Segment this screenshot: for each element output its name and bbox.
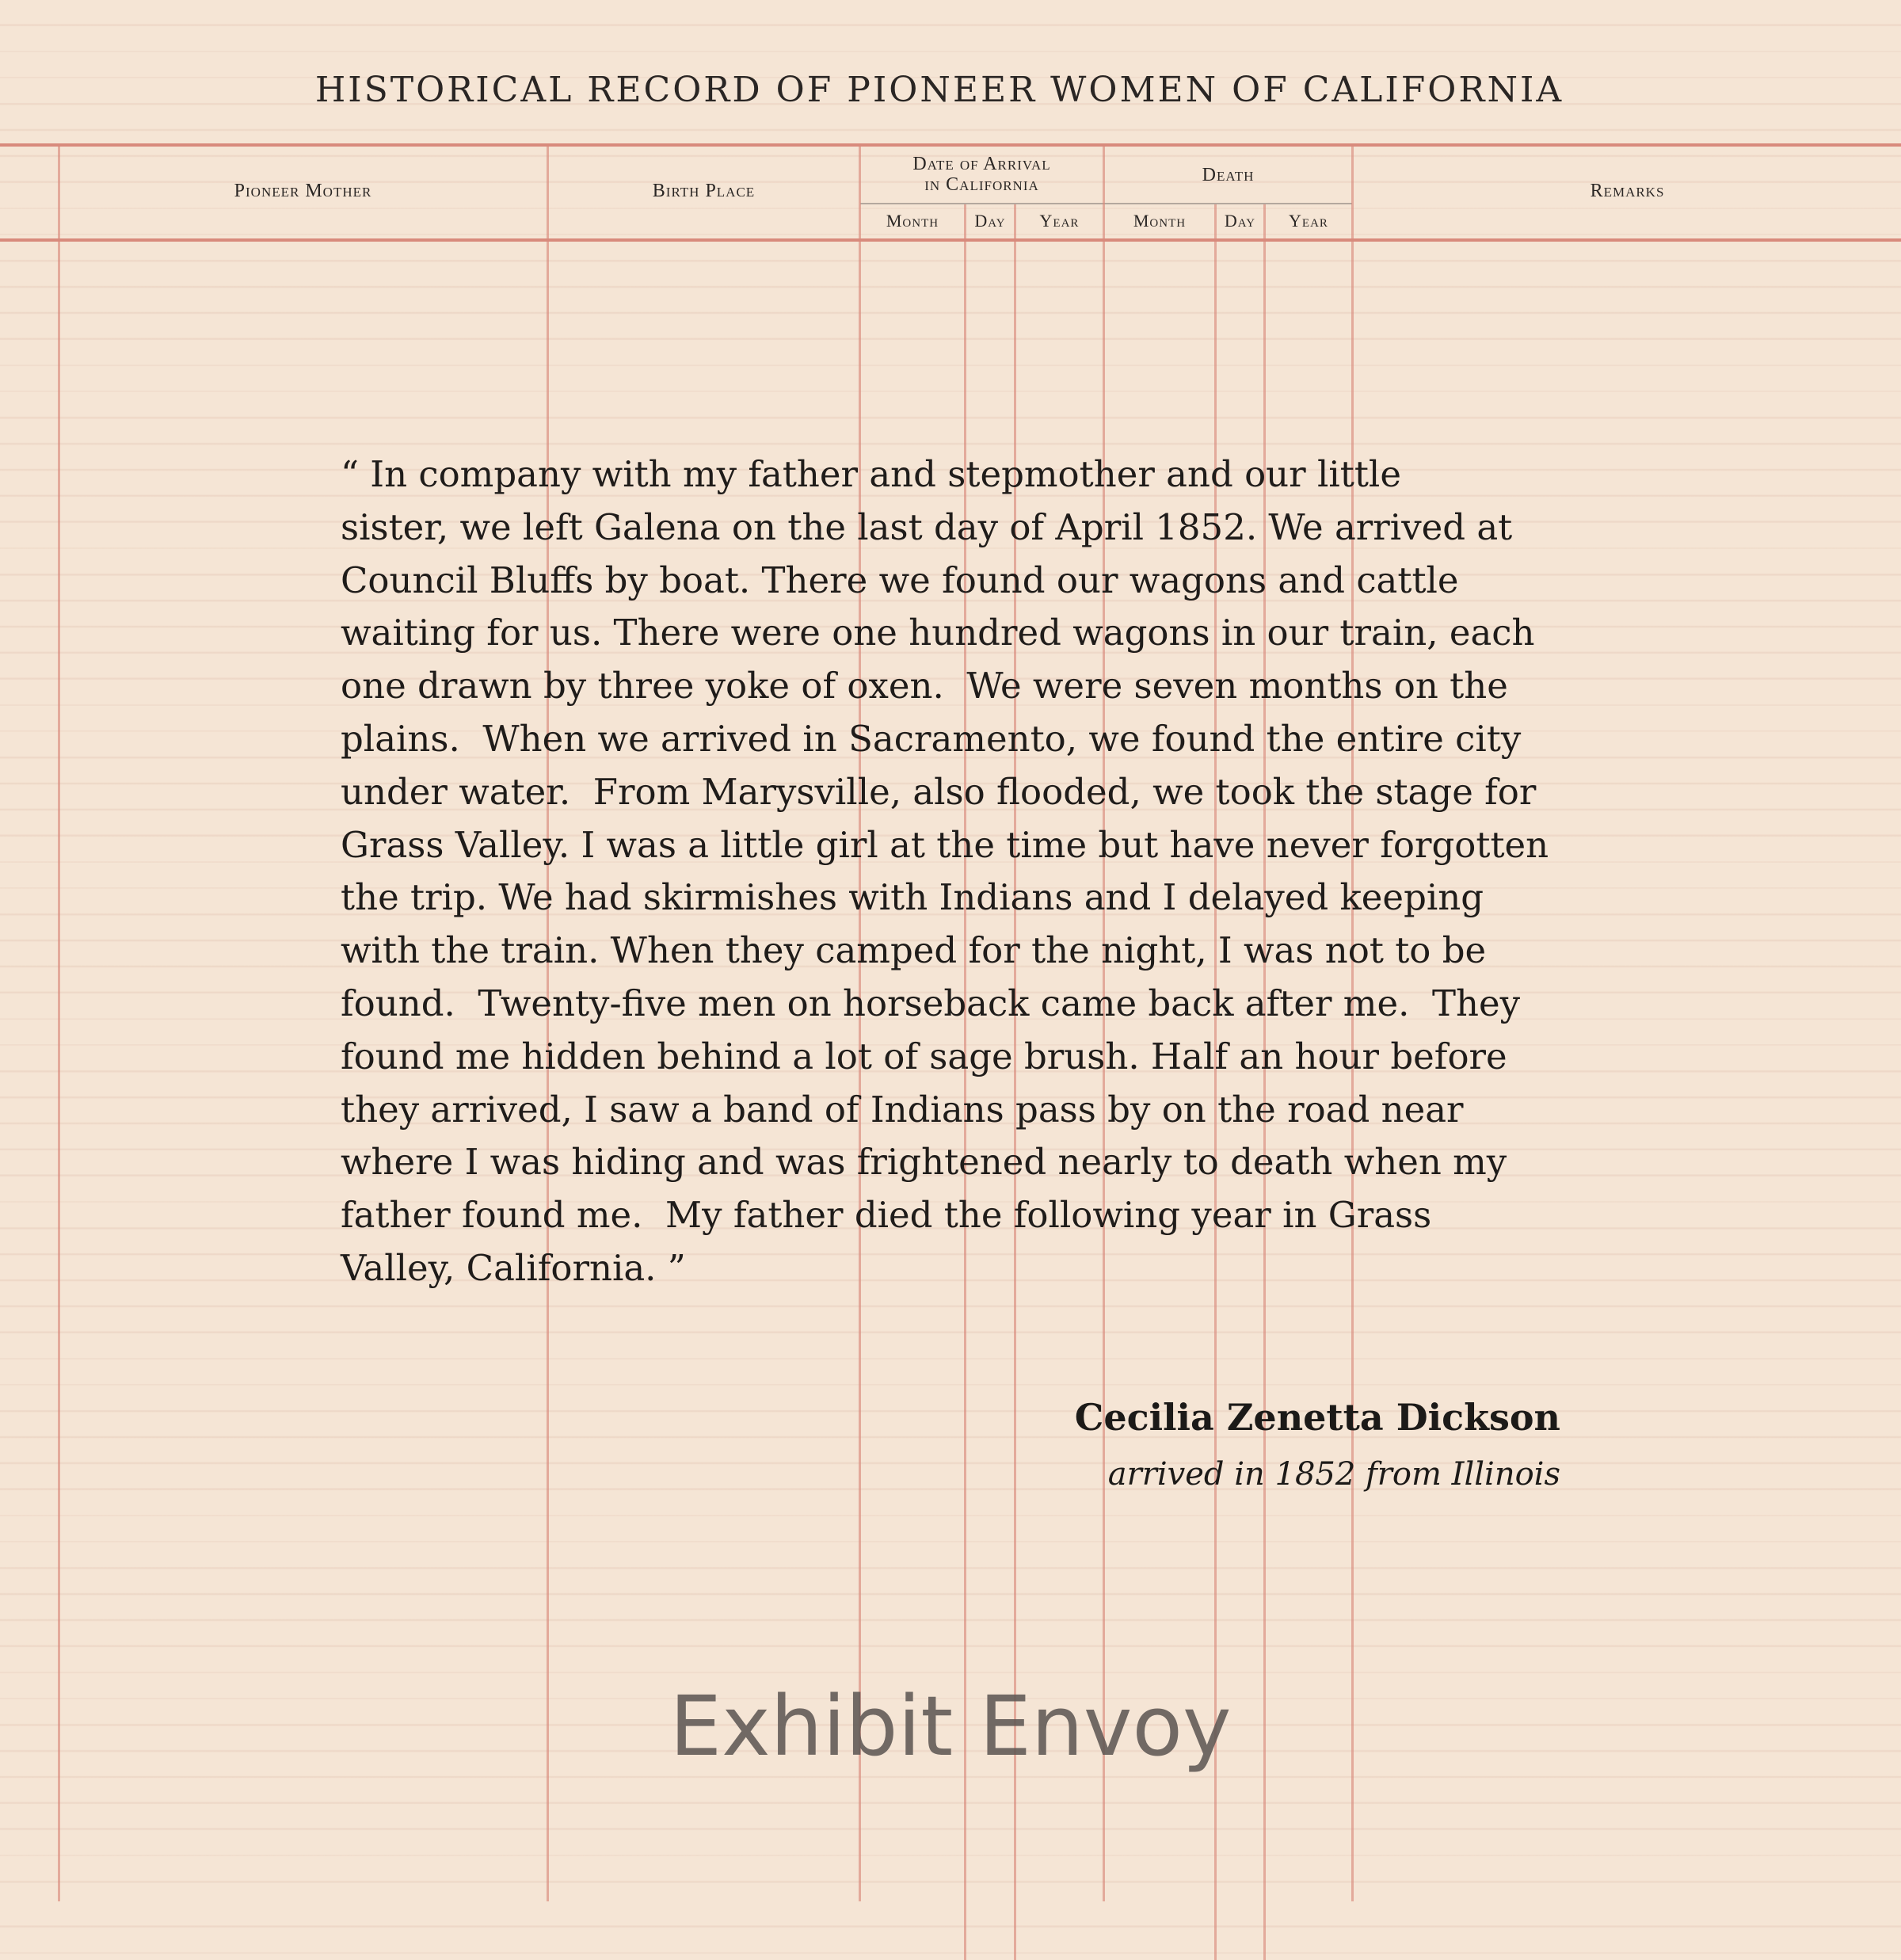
header-arrival-day: Day	[974, 211, 1006, 231]
header-death-day: Day	[1224, 211, 1256, 231]
header-arrival-line2: in California	[924, 174, 1039, 195]
watermark: Exhibit Envoy	[669, 1678, 1232, 1775]
author-name: Cecilia Zenetta Dickson	[1074, 1396, 1560, 1439]
header-arrival-line1: Date of Arrival	[912, 154, 1051, 174]
quote-line: Council Bluffs by boat. There we found our wagons and cattle	[341, 559, 1459, 601]
header-pioneer-mother: Pioneer Mother	[234, 181, 372, 201]
quote-line: Grass Valley. I was a little girl at the time but have never forgotten	[341, 823, 1549, 866]
quote-text	[341, 448, 1576, 1295]
quote-line: with the train. When they camped for the night, I was not to be	[341, 929, 1487, 972]
ledger-bottom-rule	[0, 238, 1901, 242]
quote-line: one drawn by three yoke of oxen. We were seven months on the	[341, 665, 1508, 707]
quote-line: waiting for us. There were one hundred wagons in our train, each	[341, 612, 1535, 654]
quote-line: where I was hiding and was frightened nearly to death when my	[341, 1141, 1507, 1184]
ledger-header-divider	[860, 203, 1352, 204]
quote-line: the trip. We had skirmishes with Indians and I delayed keeping	[341, 876, 1484, 919]
ledger-top-rule	[0, 143, 1901, 147]
header-death: Death	[1202, 165, 1255, 185]
column-rule	[58, 146, 60, 1901]
header-arrival	[861, 154, 1103, 195]
quote-line: “ In company with my father and stepmother and our little	[341, 453, 1401, 495]
quote-line: under water. From Marysville, also flooded, we took the stage for	[341, 770, 1537, 813]
quote-line: sister, we left Galena on the last day of April 1852. We arrived at	[341, 505, 1513, 548]
header-arrival-year: Year	[1039, 211, 1080, 231]
header-birth-place: Birth Place	[652, 181, 756, 201]
quote-line: they arrived, I saw a band of Indians pass by on the road near	[341, 1088, 1464, 1131]
header-death-month: Month	[1133, 211, 1187, 231]
page-title: HISTORICAL RECORD OF PIONEER WOMEN OF CALIFORNIA	[314, 70, 1564, 110]
quote-line: found. Twenty-five men on horseback came back after me. They	[341, 982, 1521, 1024]
quote-line: found me hidden behind a lot of sage brush. Half an hour before	[341, 1035, 1507, 1077]
quote-line: plains. When we arrived in Sacramento, we found the entire city	[341, 717, 1522, 760]
header-remarks: Remarks	[1590, 181, 1665, 201]
author-origin: arrived in 1852 from Illinois	[1107, 1456, 1560, 1493]
quote-line: father found me. My father died the following year in Grass	[341, 1194, 1432, 1237]
header-death-year: Year	[1289, 211, 1328, 231]
quote-line: Valley, California. ”	[341, 1246, 686, 1289]
header-arrival-month: Month	[886, 211, 939, 231]
